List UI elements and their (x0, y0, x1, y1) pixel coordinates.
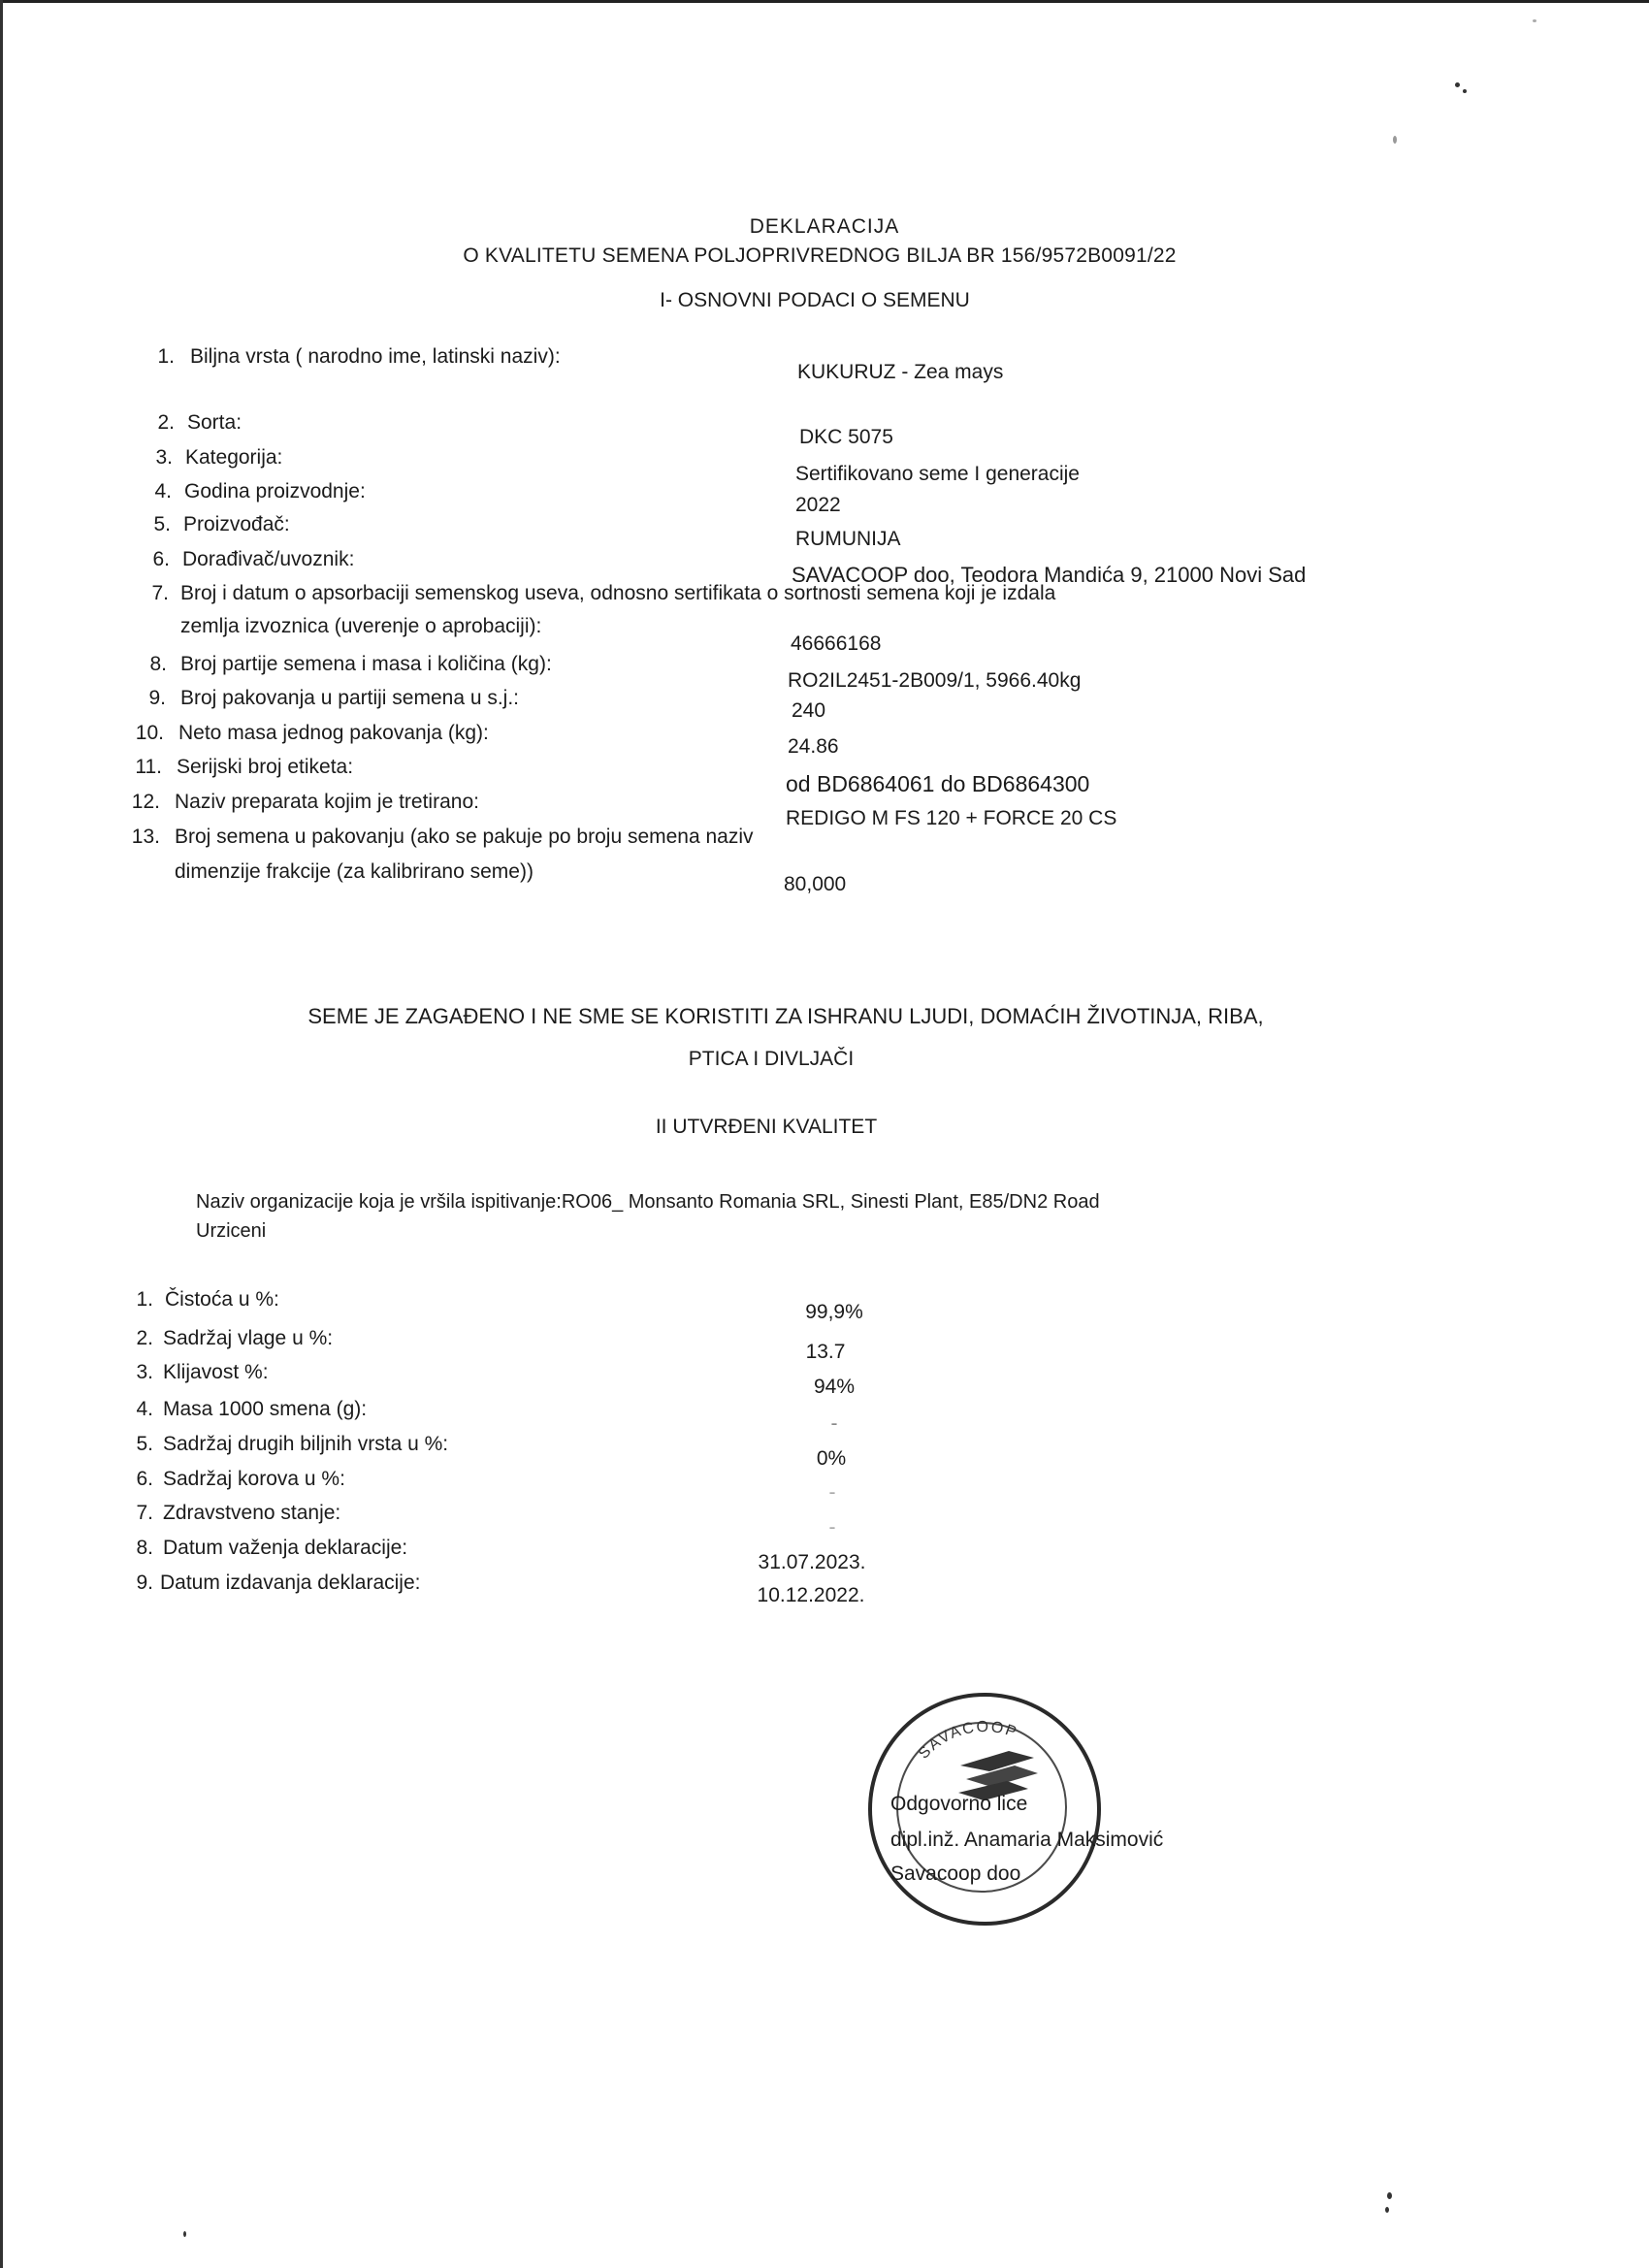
item-value: 31.07.2023. (758, 1551, 866, 1573)
item-label: Dorađivač/uvoznik: (182, 548, 355, 570)
item-value: 99,9% (805, 1301, 863, 1323)
item-number: 5. (136, 1433, 153, 1455)
item-value: 2022 (795, 494, 841, 516)
item-label: Biljna vrsta ( narodno ime, latinski naziv): (190, 345, 561, 368)
item-number: 1. (136, 1288, 153, 1311)
document-subtitle: O KVALITETU SEMENA POLJOPRIVREDNOG BILJA BR 156/9572B0091/22 (463, 244, 1177, 267)
item-label-cont: zemlja izvoznica (uverenje o aprobaciji): (180, 615, 542, 637)
item-label: Zdravstveno stanje: (163, 1502, 341, 1524)
item-value: 24.86 (788, 735, 839, 758)
item-number: 7. (136, 1502, 153, 1524)
item-label: Masa 1000 smena (g): (163, 1398, 368, 1420)
item-value: 10.12.2022. (757, 1584, 865, 1606)
item-value: Sertifikovano seme I generacije (795, 463, 1080, 485)
scan-speck (1385, 2207, 1389, 2213)
item-label: Klijavost %: (163, 1361, 269, 1383)
item-label: Godina proizvodnje: (184, 480, 366, 502)
item-label: Sadržaj korova u %: (163, 1468, 345, 1490)
scan-speck (1393, 136, 1397, 144)
item-value: RUMUNIJA (795, 528, 901, 550)
scan-speck (1455, 82, 1460, 87)
item-label: Broj partije semena i masa i količina (kg): (180, 653, 552, 675)
item-value: - (828, 1481, 836, 1504)
scan-speck (1463, 89, 1467, 93)
item-value: od BD6864061 do BD6864300 (786, 771, 1090, 796)
item-number: 11. (135, 756, 162, 778)
item-label: Broj semena u pakovanju (ako se pakuje po broju semena naziv (175, 826, 754, 848)
testing-organization-line1: Naziv organizacije koja je vršila ispitivanje:RO06_ Monsanto Romania SRL, Sinesti Plant, E85/DN2 Road (196, 1191, 1100, 1213)
item-number: 2. (136, 1327, 153, 1349)
item-number: 4. (154, 480, 172, 502)
stamp-company-name: SAVACOOP (915, 1718, 1020, 1763)
item-label: Čistoća u %: (165, 1288, 279, 1311)
item-label: Sadržaj vlage u %: (163, 1327, 334, 1349)
item-number: 2. (157, 411, 175, 434)
item-label: Datum izdavanja deklaracije: (160, 1571, 421, 1594)
item-value: 240 (792, 699, 826, 722)
item-number: 8. (149, 653, 167, 675)
testing-organization-line2: Urziceni (196, 1220, 267, 1242)
item-number: 4. (136, 1398, 153, 1420)
item-value: REDIGO M FS 120 + FORCE 20 CS (786, 807, 1117, 829)
item-value: - (828, 1516, 836, 1539)
scan-speck (1387, 2192, 1392, 2199)
scan-speck (1533, 19, 1536, 22)
item-value: DKC 5075 (799, 426, 893, 448)
item-label: Kategorija: (185, 446, 283, 469)
section-basic-heading: I- OSNOVNI PODACI O SEMENU (660, 289, 970, 311)
item-label: Proizvođač: (183, 513, 290, 535)
signature-company: Savacoop doo (890, 1863, 1021, 1885)
item-value: 94% (813, 1376, 856, 1398)
contamination-warning-line1: SEME JE ZAGAĐENO I NE SME SE KORISTITI ZA ISHRANU LJUDI, DOMAĆIH ŽIVOTINJA, RIBA, (307, 1004, 1264, 1028)
item-value: 80,000 (784, 873, 847, 895)
item-number: 6. (136, 1468, 153, 1490)
item-label: Broj i datum o apsorbaciji semenskog useva, odnosno sertifikata o sortnosti semena koji je izdala (180, 582, 1056, 604)
scan-top-edge (0, 0, 1649, 3)
item-number: 8. (136, 1537, 153, 1559)
item-value: KUKURUZ - Zea mays (797, 361, 1004, 383)
item-number: 6. (152, 548, 170, 570)
item-value: SAVACOOP doo, Teodora Mandića 9, 21000 Novi Sad (792, 563, 1307, 587)
svg-text:SAVACOOP (916, 1719, 1020, 1763)
item-number: 13. (131, 826, 160, 848)
item-label: Serijski broj etiketa: (177, 756, 354, 778)
section-quality-heading: II UTVRĐENI KVALITET (655, 1116, 878, 1138)
item-value: - (830, 1412, 838, 1435)
contamination-warning-line2: PTICA I DIVLJAČI (688, 1048, 855, 1070)
item-number: 3. (136, 1361, 153, 1383)
item-label: Datum važenja deklaracije: (163, 1537, 408, 1559)
item-label: Broj pakovanja u partiji semena u s.j.: (180, 687, 520, 709)
item-number: 9. (148, 687, 166, 709)
item-value: 13.7 (805, 1341, 846, 1363)
item-number: 7. (151, 582, 169, 604)
signature-name: dipl.inž. Anamaria Maksimović (890, 1829, 1164, 1851)
document-title: DEKLARACIJA (749, 215, 900, 238)
item-value: RO2IL2451-2B009/1, 5966.40kg (788, 669, 1082, 692)
item-number: 10. (135, 722, 164, 744)
item-value: 0% (816, 1447, 847, 1470)
item-label-cont: dimenzije frakcije (za kalibrirano seme)) (175, 860, 534, 883)
item-label: Neto masa jednog pakovanja (kg): (178, 722, 489, 744)
signature-title: Odgovorno lice (890, 1793, 1028, 1815)
item-number: 5. (153, 513, 171, 535)
item-label: Sadržaj drugih biljnih vrsta u %: (163, 1433, 449, 1455)
item-number: 9. (136, 1571, 153, 1594)
item-value: 46666168 (791, 632, 882, 655)
item-number: 1. (157, 345, 175, 368)
item-label: Sorta: (187, 411, 242, 434)
item-label: Naziv preparata kojim je tretirano: (175, 791, 479, 813)
scan-speck (183, 2231, 186, 2237)
item-number: 3. (155, 446, 173, 469)
item-number: 12. (131, 791, 160, 813)
